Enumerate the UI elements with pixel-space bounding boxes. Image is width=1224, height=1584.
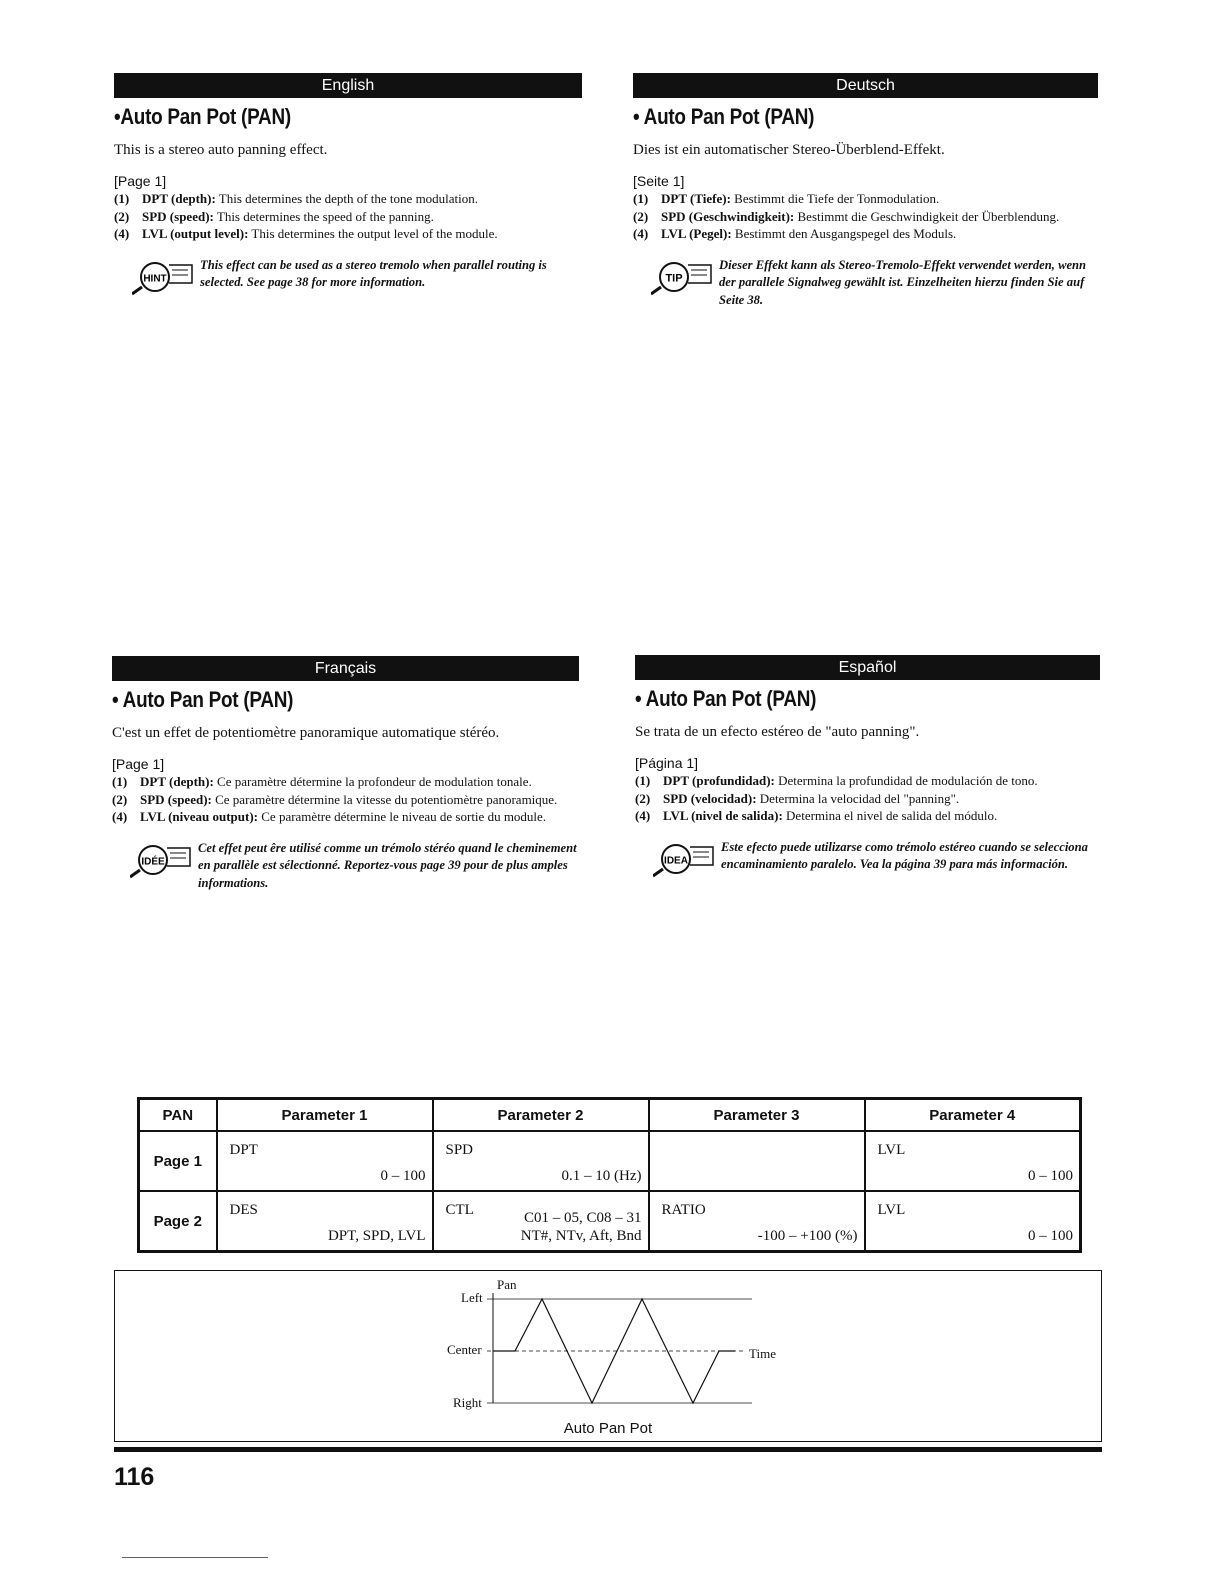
- cell-range: 0.1 – 10 (Hz): [561, 1168, 642, 1184]
- row-label: Page 2: [139, 1191, 217, 1252]
- idee-icon: [130, 840, 192, 880]
- parameter-name: DPT (Tiefe):: [661, 191, 731, 206]
- tip-text: Dieser Effekt kann als Stereo-Tremolo-Effekt verwendet werden, wenn der parallele Signalweg gewählt ist. Einzelheiten hierzu finden Sie auf Seite 38.: [719, 257, 1087, 307]
- parameter-name: DPT (depth):: [140, 774, 214, 789]
- parameter-list: [635, 772, 1100, 825]
- cell-parameter: DPT: [229, 1142, 258, 1158]
- table-cell: [649, 1191, 865, 1252]
- svg-text:TIP: TIP: [665, 272, 683, 284]
- cell-range: -100 – +100 (%): [757, 1228, 858, 1244]
- parameter-number: (1): [635, 773, 651, 788]
- link-underline: [122, 1557, 268, 1558]
- parameter-list: [114, 190, 582, 243]
- table-cell: [433, 1191, 649, 1252]
- cell-range: 0 – 100: [380, 1168, 426, 1184]
- parameter-description: This determines the output level of the module.: [248, 226, 498, 241]
- parameter-table: [137, 1097, 1082, 1253]
- center-label: Center: [447, 1342, 482, 1357]
- idee-note: [112, 840, 579, 893]
- table-cell: [865, 1191, 1081, 1252]
- parameter-description: Determina la velocidad del "panning".: [756, 790, 960, 806]
- parameter-item: [633, 208, 1098, 226]
- pan-waveform-graph: [115, 1271, 1101, 1441]
- section-title: • Auto Pan Pot (PAN): [633, 104, 815, 129]
- parameter-number: (2): [114, 208, 130, 224]
- parameter-description: This determines the speed of the panning.: [213, 208, 434, 224]
- intro-text: Se trata de un efecto estéreo de "auto panning".: [635, 724, 920, 740]
- cell-parameter: RATIO: [661, 1202, 706, 1218]
- parameter-list: [112, 773, 579, 826]
- parameter-item: [112, 773, 579, 791]
- language-bar: Deutsch: [633, 73, 1098, 98]
- parameter-description: Bestimmt die Tiefe der Tonmodulation.: [730, 191, 940, 206]
- parameter-number: (1): [114, 191, 130, 206]
- idea-note: [635, 839, 1100, 879]
- parameter-item: [114, 208, 582, 226]
- idea-icon: [653, 839, 715, 879]
- cell-parameter: SPD: [445, 1142, 474, 1158]
- parameter-item: [635, 790, 1100, 808]
- table-cell: [433, 1131, 649, 1191]
- parameter-number: (2): [112, 791, 128, 807]
- pan-axis-label: Pan: [497, 1277, 517, 1292]
- parameter-description: Ce paramètre détermine la vitesse du potentiomètre panoramique.: [211, 791, 558, 807]
- cell-range: 0 – 100: [1028, 1228, 1073, 1244]
- parameter-description: Bestimmt die Geschwindigkeit der Überblendung.: [794, 208, 1060, 224]
- right-label: Right: [453, 1395, 482, 1410]
- cell-parameter: DES: [229, 1202, 258, 1218]
- parameter-description: Determina el nivel de salida del módulo.: [782, 808, 998, 823]
- intro-text: C'est un effet de potentiomètre panoramique automatique stéréo.: [112, 725, 500, 741]
- cell-range: C01 – 05, C08 – 31 NT#, NTv, Aft, Bnd: [520, 1210, 642, 1244]
- table-cell: [217, 1131, 433, 1191]
- parameter-name: SPD (velocidad):: [663, 790, 757, 806]
- parameter-number: (2): [633, 208, 649, 224]
- page-label: [Seite 1]: [633, 173, 685, 189]
- table-row: [139, 1131, 1081, 1191]
- page-number: 116: [114, 1463, 155, 1491]
- parameter-number: (2): [635, 790, 651, 806]
- parameter-description: Bestimmt den Ausgangspegel des Moduls.: [731, 226, 957, 241]
- parameter-item: [112, 791, 579, 809]
- parameter-number: (4): [114, 226, 130, 241]
- parameter-number: (4): [635, 808, 651, 823]
- parameter-item: [114, 225, 582, 243]
- parameter-number: (4): [112, 809, 128, 824]
- cell-range: DPT, SPD, LVL: [327, 1228, 426, 1244]
- table-row: [139, 1191, 1081, 1252]
- parameter-name: DPT (depth):: [142, 191, 216, 206]
- svg-text:IDEA: IDEA: [664, 855, 688, 866]
- section-deutsch: [633, 73, 1098, 309]
- intro-text: Dies ist ein automatischer Stereo-Überblend-Effekt.: [633, 142, 945, 158]
- page-label: [Page 1]: [112, 756, 165, 772]
- footer-rule: [114, 1447, 1102, 1452]
- section-title: •Auto Pan Pot (PAN): [114, 104, 291, 129]
- table-cell: [217, 1191, 433, 1252]
- section-title: • Auto Pan Pot (PAN): [635, 686, 817, 711]
- parameter-name: LVL (nivel de salida):: [663, 808, 783, 823]
- cell-range: 0 – 100: [1028, 1168, 1073, 1184]
- tip-icon: [651, 257, 713, 297]
- table-header: Parameter 4: [865, 1099, 1081, 1132]
- parameter-item: [635, 807, 1100, 825]
- section-francais: [112, 656, 579, 892]
- page-label: [Página 1]: [635, 755, 699, 771]
- parameter-item: [112, 808, 579, 826]
- parameter-name: DPT (profundidad):: [663, 773, 775, 788]
- parameter-name: SPD (speed):: [142, 208, 214, 224]
- row-label: Page 1: [139, 1131, 217, 1191]
- idea-text: Este efecto puede utilizarse como trémolo estéreo cuando se selecciona encaminamiento paralelo. Vea la página 39 para más información.: [721, 839, 1088, 871]
- section-title: • Auto Pan Pot (PAN): [112, 687, 294, 712]
- parameter-description: This determines the depth of the tone modulation.: [215, 191, 479, 206]
- table-header: PAN: [139, 1099, 217, 1132]
- parameter-number: (1): [112, 774, 128, 789]
- language-bar: Français: [112, 656, 579, 681]
- cell-parameter: LVL: [877, 1202, 906, 1218]
- language-bar: English: [114, 73, 582, 98]
- auto-pan-diagram: [114, 1270, 1102, 1442]
- hint-text: This effect can be used as a stereo tremolo when parallel routing is selected. See page 38 for more information.: [200, 257, 547, 289]
- section-espanol: [635, 655, 1100, 879]
- parameter-name: LVL (output level):: [142, 226, 249, 241]
- parameter-number: (4): [633, 226, 649, 241]
- parameter-description: Ce paramètre détermine le niveau de sortie du module.: [258, 809, 547, 824]
- page-label: [Page 1]: [114, 173, 167, 189]
- table-cell: [649, 1131, 865, 1191]
- parameter-description: Ce paramètre détermine la profondeur de modulation tonale.: [213, 774, 532, 789]
- parameter-item: [633, 190, 1098, 208]
- table-header: Parameter 1: [217, 1099, 433, 1132]
- intro-text: This is a stereo auto panning effect.: [114, 142, 328, 158]
- left-label: Left: [461, 1290, 483, 1305]
- svg-text:HINT: HINT: [143, 273, 167, 284]
- table-header-row: [139, 1099, 1081, 1132]
- hint-note: [114, 257, 582, 297]
- table-header: Parameter 2: [433, 1099, 649, 1132]
- time-label: Time: [749, 1346, 776, 1361]
- language-bar: Español: [635, 655, 1100, 680]
- parameter-item: [633, 225, 1098, 243]
- table-header: Parameter 3: [649, 1099, 865, 1132]
- idee-text: Cet effet peut êre utilisé comme un trémolo stéréo quand le cheminement en parallèle est sélectionné. Reportez-vous page 39 pour de plus amples informations.: [198, 840, 577, 890]
- parameter-list: [633, 190, 1098, 243]
- hint-icon: [132, 257, 194, 297]
- parameter-item: [635, 772, 1100, 790]
- parameter-item: [114, 190, 582, 208]
- parameter-number: (1): [633, 191, 649, 206]
- parameter-description: Determina la profundidad de modulación de tono.: [774, 773, 1038, 788]
- parameter-name: SPD (speed):: [140, 791, 212, 807]
- parameter-name: SPD (Geschwindigkeit):: [661, 208, 795, 224]
- cell-parameter: CTL: [445, 1202, 474, 1218]
- parameter-name: LVL (Pegel):: [661, 226, 732, 241]
- table-cell: [865, 1131, 1081, 1191]
- section-english: [114, 73, 582, 297]
- parameter-name: LVL (niveau output):: [140, 809, 258, 824]
- diagram-caption: Auto Pan Pot: [563, 1420, 653, 1437]
- cell-parameter: LVL: [877, 1142, 906, 1158]
- svg-text:IDÉE: IDÉE: [141, 856, 165, 867]
- tip-note: [633, 257, 1098, 310]
